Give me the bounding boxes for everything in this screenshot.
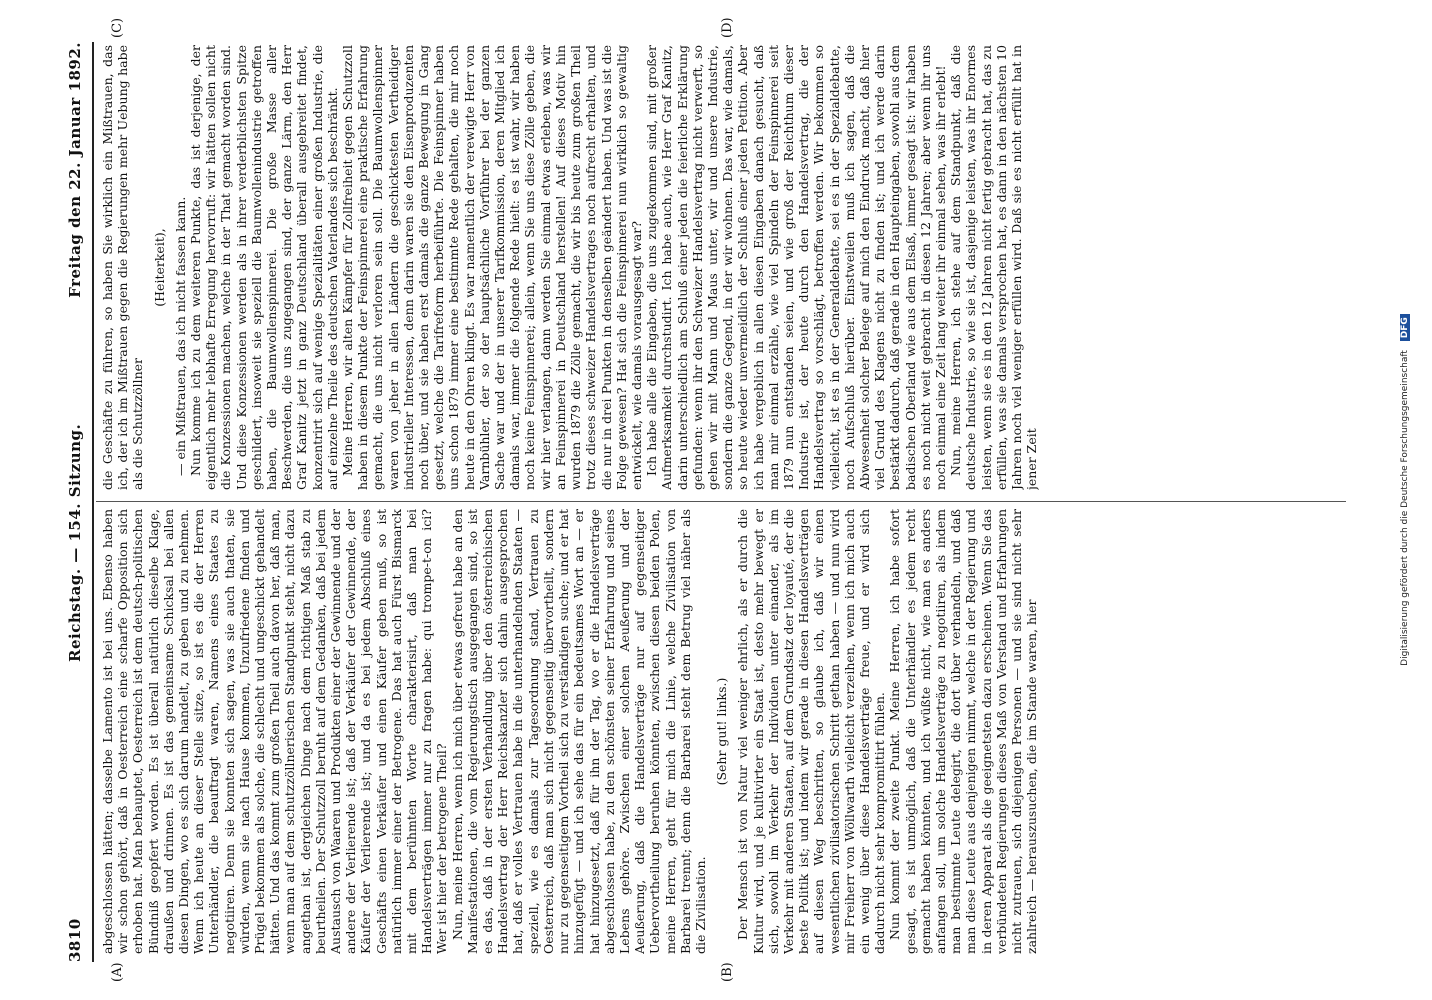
paragraph: — ein Mißtrauen, das ich nicht fassen kann. — [172, 196, 188, 476]
right-column — [100, 45, 1350, 490]
paragraph: Der Mensch ist von Natur viel weniger ehrlich, als er durch die Kultur wird, und je kultivirter ein Staat ist, desto mehr bewegt er sich, sowohl im Verkehr der Individuen unter einander, als im Verkehr mit anderen Staaten, auf dem Grundsatz der loyauté, der die beste Politik ist; und indem wir gerade in diesen Handelsverträgen auf diesen Weg beschritten, so glaube ich, daß wir einen wesentlichen zivilisatorischen Schritt gethan haben — und nun wird mir Freiherr von Wöllwarth vielleicht verzeihen, wenn ich mich auch ein wenig über diese Handelsverträge freue, und er wird sich dadurch nicht sehr kompromittirt fühlen. — [735, 509, 888, 954]
interjection: (Heiterkeit), — [151, 228, 167, 307]
dfg-logo: DFG — [1400, 314, 1410, 341]
page-number: 3810 — [66, 918, 84, 962]
credit-text: Digitalisierung gefördert durch die Deutsche Forschungsgemeinschaft — [1400, 350, 1410, 666]
paragraph: die Geschäfte zu führen, so haben Sie wirklich ein Mißtrauen, das ich, der ich im Mißtrauen gegen die Regierungen mehr Uebung habe als die Schutzzöllner — [100, 45, 146, 490]
paragraph: Nun komme ich zu dem weiteren Punkte, das ist derjenige, der eigentlich mehr lebhafte Erregung hervorruft: wir hätten sollen nicht die Konzessionen machen, welche in der That gemacht worden sind. Und diese Konzessionen werden als in ihrer verderblichsten Spitze geschildert, insoweit sie speziell die Baumwollenindustrie getroffen haben, die Baumwollenspinnerei. Die große Masse aller Beschwerden, die uns zugegangen sind, der ganze Lärm, den Herr Graf Kanitz jetzt in ganz Deutschland überall ausgebreitet findet, konzentrirt sich auf wenige Spezialitäten einer großen Industrie, die auf einzelne Theile des deutschen Vaterlandes sich beschränkt. — [188, 45, 340, 490]
column-divider — [96, 501, 1346, 502]
paragraph: abgeschlossen hätten; dasselbe Lamento ist bei uns. Ebenso haben wir schon gehört, daß in Oesterreich eine scharfe Opposition sich erhoben hat. Man behauptet, Oesterreich ist dem deutsch-politischen Bündniß geopfert worden. Es ist überall natürlich dieselbe Klage, draußen und drinnen. Es ist das gemeinsame Schicksal bei allen diesen Dingen, wo es sich darum handelt, zu geben und zu nehmen. Wenn ich heute an dieser Stelle sitze, so ist es die der Herren Unterhändler, die beauftragt waren, Namens eines Staates zu negotiiren. Denn sie konnten sich sagen, was sie auch thaten, sie würden, wenn sie nach Hause kommen, Unzufriedene finden und Prügel bekommen als solche, die schlecht und ungeschickt gehandelt hätten. Und das kommt zum großen Theil auch davon her, daß man, wenn man auf dem schutzzöllnerischen Standpunkt steht, nicht dazu angethan ist, dergleichen Dinge nach dem richtigen Maß stab zu beurtheilen. Der Schutzzoll beruht auf dem Gedanken, daß bei jedem Austausch von Waaren und Produkten einer der Gewinnende und der andere der Verlierende ist; daß der Verkäufer der Gewinnende, der Käufer der Verlierende ist; und da es bei jedem Abschluß eines Geschäfts einen Verkäufer und einen Käufer geben muß, so ist natürlich immer einer der Betrogene. Das hat auch Fürst Bismarck mit dem berühmten Worte charakterisirt, daß man bei Handelsverträgen immer nur zu fragen habe: qui trompe-t-on ici? Wer ist hier der betrogene Theil? — [100, 509, 450, 954]
paragraph: Nun, meine Herren, wenn ich mich über etwas gefreut habe an den Manifestationen, die vom Regierungstisch ausgegangen sind, so ist es das, daß in der ersten Verhandlung über den österreichischen Handelsvertrag der Herr Reichskanzler sich dahin ausgesprochen hat, daß er volles Vertrauen habe in die unterhandelnden Staaten — speziell, wie es damals zur Tagesordnung stand, Vertrauen zu Oesterreich, daß man sich nicht gegenseitig übervortheilt, sondern nur zu gegenseitigem Vortheil sich zu verständigen suche; und er hat hinzugefügt — und ich sehe das für ein bedeutsames Wort an — er hat hinzugesetzt, daß für ihn der Tag, wo er die Handelsverträge abgeschlossen habe, zu den schönsten seiner Erfahrung und seines Lebens gehöre. Zwischen einer solchen Aeußerung und der Aeußerung, daß die Handelsverträge nur auf gegenseitiger Uebervortheilung beruhen könnten, zwischen diesen beiden Polen, meine Herren, geht für mich die Linie, welche Zivilisation von Barbarei trennt; denn die Barbarei steht dem Betrug viel näher als die Zivilisation. — [449, 509, 708, 954]
margin-marker-b: (B) — [720, 962, 735, 982]
session-date: Freitag den 22. Januar 1892. — [66, 42, 84, 298]
paragraph: Ich habe alle die Eingaben, die uns zugekommen sind, mit großer Aufmerksamkeit durchstudirt. Ich habe auch, wie Herr Graf Kanitz, darin unterschiedlich am Schluß einer jeden die feierliche Erklärung gefunden: wenn ihr den Schweizer Handelsvertrag nicht verwerft, so gehen wir mit Mann und Maus unter, wir und unsere Industrie, sondern die ganze Gegend, in der wir wohnen. Das war, wie damals, so heute wieder unvermeidlich der Schluß einer jeden Petition. Aber ich habe vergeblich in allen diesen Eingaben danach gesucht, daß man mir einmal erzähle, wie viel Spindeln der Feinspinnerei seit 1879 nun entstanden seien, und wie groß der Reichthum dieser Industrie ist, der heute durch den Handelsvertrag, die der Handelsvertrag so vorschlägt, betroffen werden. Wir bekommen so vielleicht, ist es in der Generaldebatte, sei es in der Spezialdebatte, noch Aufschluß hierüber. Einstweilen muß ich sagen, daß die Abwesenheit solcher Belege auf mich den Eindruck macht, daß hier viel Grund des Klagens nicht zu finden ist; und ich werde darin bestärkt dadurch, daß gerade in den Haupteingaben, sowohl aus dem badischen Oberland wie aus dem Elsaß, immer gesagt ist: wir haben es noch nicht weit gebracht in diesen 12 Jahren; aber wenn ihr uns noch einmal eine Zeit lang weiter ihr einmal sehen, was ihr erlebt! — [644, 45, 948, 490]
header-rule — [92, 42, 94, 962]
margin-marker-a: (A) — [110, 962, 125, 982]
paragraph: Nun, meine Herren, ich stehe auf dem Standpunkt, daß die deutsche Industrie, so wie sie ist, dasjenige leisten, was ihr Enormes leisten, wenn sie es in den 12 Jahren nicht fertig gebracht hat, das zu erfüllen, was sie damals versprochen hat, es dann in den nächsten 10 Jahren noch viel weniger erfüllen wird. Daß sie es nicht erfüllt hat in jener Zeit — [948, 45, 1040, 490]
paragraph: Nun kommt der zweite Punkt. Meine Herren, ich habe sofort gesagt, es ist unmöglich, daß die Unterhändler es jedem recht gemacht haben könnten, und ich wüßte nicht, wie man es anders anfangen soll, um solche Handelsverträge zu negotiiren, als indem man bestimmte Leute delegirt, die dort über verhandeln, und daß man diese Leute aus denjenigen nimmt, welche in der Regierung und in deren Apparat als die geeignetsten dazu erscheinen. Wenn Sie das verbündeten Regierungen dieses Maß von Verstand und Erfahrungen nicht zutrauen, sich diejenigen Personen — und sie sind nicht sehr zahlreich — herauszusuchen, die im Stande waren, hier — [887, 509, 1040, 954]
margin-marker-d: (D) — [720, 17, 735, 38]
session-title: Reichstag. — 154. Sitzung. — [66, 423, 84, 662]
left-column — [100, 509, 1350, 954]
page-header — [62, 42, 90, 962]
paragraph: Meine Herren, wir alten Kämpfer für Zollfreiheit gegen Schutzzoll haben in diesem Punkte der Feinspinnerei eine praktische Erfahrung gemacht, die uns nicht verloren sein soll. Die Baumwollenspinner waren von jeher in allen Ländern die geschicktesten Vertheidiger industrieller Interessen, denn darin waren sie den Eisenproduzenten noch über, und sie haben erst damals die ganze Bewegung in Gang gesetzt, welche die Tarifreform herbeiführte. Die Feinspinner haben uns schon 1879 immer eine bestimmte Rede gehalten, die mir noch heute in den Ohren klingt. Es war namentlich der verewigte Herr von Varnbühler, der so der hauptsächliche Vorführer bei der ganzen Sache war und der in unserer Tarifkommission, deren Mitglied ich damals war, immer die folgende Rede hielt: es ist wahr, wir haben noch keine Feinspinnerei; allein, wenn Sie uns diese Zölle geben, die wir hier verlangen, dann werden Sie einmal etwas erleben, was wir an Feinspinnerei in Deutschland herstellen! Auf dieses Motiv hin wurden 1879 die Zölle gemacht, die wir bis heute zum großen Theil trotz dieses schweizer Handelsvertrages noch aufrecht erhalten, und die nur in drei Punkten in denselben geändert haben. Und was ist die Folge gewesen? Hat sich die Feinspinnerei nun wirklich so gewaltig entwickelt, wie damals vorausgesagt war? — [340, 45, 644, 490]
interjection: (Sehr gut! links.) — [714, 677, 730, 786]
margin-marker-c: (C) — [110, 17, 125, 38]
digitization-credit — [1400, 60, 1410, 920]
